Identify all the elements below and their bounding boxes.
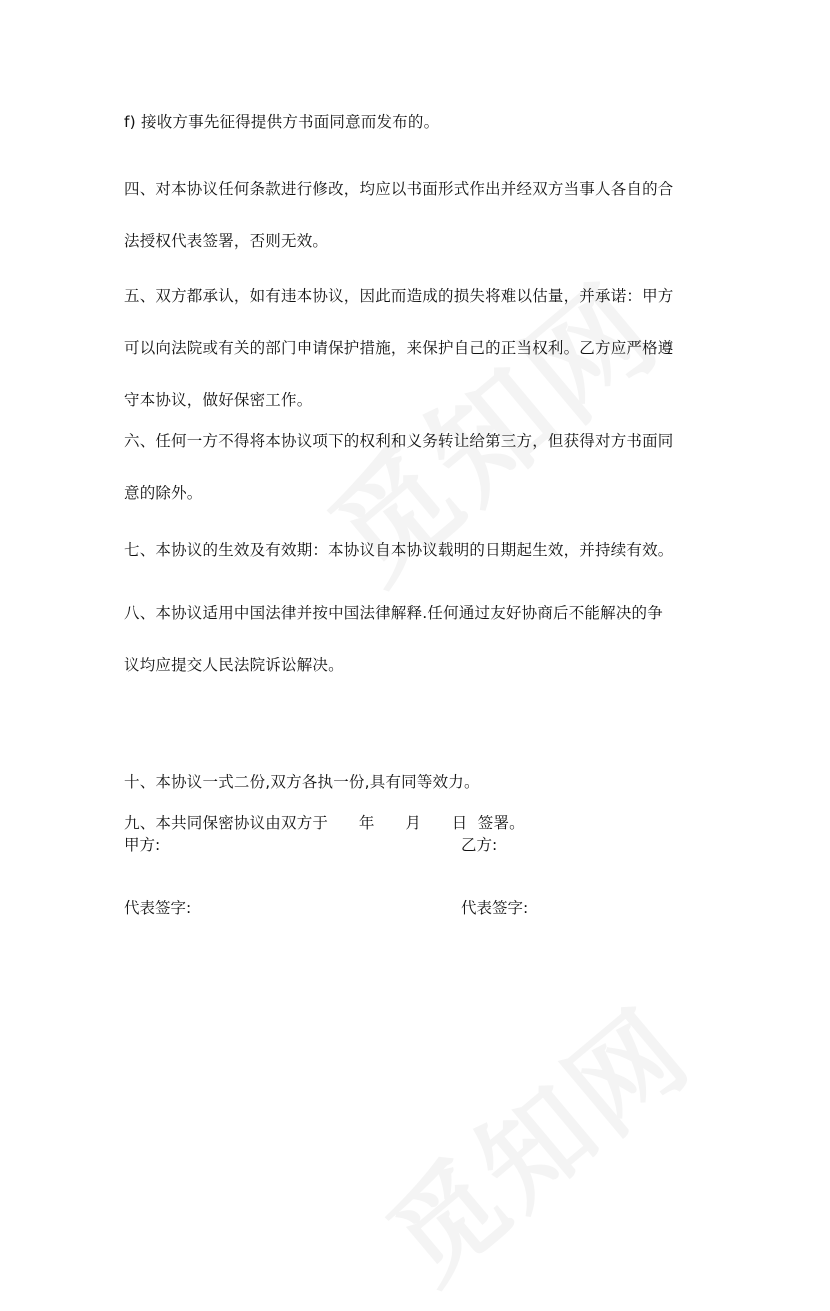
text-line: f) 接收方事先征得提供方书面同意而发布的。 [124, 113, 440, 131]
text-line: 四、对本协议任何条款进行修改，均应以书面形式作出并经双方当事人各自的合 [124, 180, 674, 198]
text-line: 意的除外。 [124, 484, 203, 502]
clause-7 [124, 524, 710, 576]
party-a-label: 甲方: [124, 836, 161, 854]
party-b-representative-label: 代表签字: [461, 899, 529, 917]
clause-6 [124, 415, 710, 519]
text-line: 法授权代表签署，否则无效。 [124, 232, 329, 250]
text-line: 守本协议，做好保密工作。 [124, 391, 313, 409]
clause-4 [124, 163, 710, 267]
text-line: 六、任何一方不得将本协议项下的权利和义务转让给第三方，但获得对方书面同 [124, 432, 674, 450]
text-line: 九、本共同保密协议由双方于 年 月 日 签署。 [124, 814, 525, 832]
clause-9 [124, 693, 710, 953]
text-line: 议均应提交人民法院诉讼解决。 [124, 656, 344, 674]
clause-f [124, 96, 710, 148]
clause-5 [124, 270, 710, 426]
party-a-representative-label: 代表签字: [124, 899, 192, 917]
text-line: 八、本协议适用中国法律并按中国法律解释.任何通过友好协商后不能解决的争 [124, 604, 663, 622]
text-line: 七、本协议的生效及有效期：本协议自本协议载明的日期起生效，并持续有效。 [124, 541, 674, 559]
party-b-label: 乙方: [461, 836, 498, 854]
clause-8 [124, 587, 710, 691]
clause-10 [124, 756, 710, 808]
text-line: 十、本协议一式二份,双方各执一份,具有同等效力。 [124, 773, 480, 791]
text-line: 可以向法院或有关的部门申请保护措施，来保护自己的正当权利。乙方应严格遵 [124, 339, 674, 357]
text-line: 五、双方都承认，如有违本协议，因此而造成的损失将难以估量，并承诺：甲方 [124, 287, 674, 305]
watermark [350, 967, 718, 1311]
